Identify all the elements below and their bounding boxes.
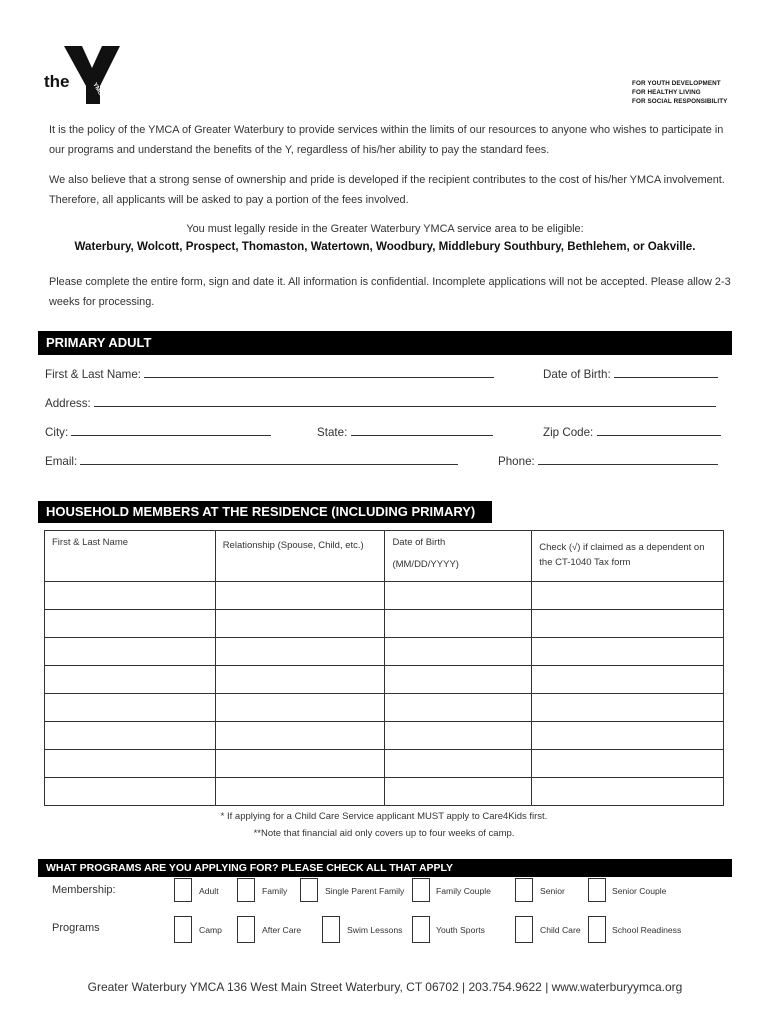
checkbox-child-care[interactable]	[515, 916, 533, 943]
cell-dob[interactable]	[385, 610, 532, 638]
option-family-couple: Family Couple	[436, 886, 491, 896]
checkbox-school-readiness[interactable]	[588, 916, 606, 943]
table-row[interactable]	[45, 582, 724, 610]
zip-label: Zip Code:	[543, 426, 594, 439]
table-row[interactable]	[45, 778, 724, 806]
address-label: Address:	[45, 397, 91, 410]
ymca-logo	[44, 42, 126, 106]
footer-contact: Greater Waterbury YMCA 136 West Main Street Waterbury, CT 06702 | 203.754.9622 | www.waterburyymca.org	[87, 980, 683, 994]
option-family: Family	[262, 886, 288, 896]
cell-relationship[interactable]	[215, 638, 385, 666]
membership-label: Membership:	[52, 884, 116, 896]
cell-relationship[interactable]	[215, 610, 385, 638]
option-camp: Camp	[199, 925, 222, 935]
option-youth-sports: Youth Sports	[436, 925, 485, 935]
phone-line[interactable]	[538, 454, 718, 465]
city-label: City:	[45, 426, 69, 439]
tagline-line: FOR YOUTH DEVELOPMENT	[632, 80, 721, 87]
zip-field[interactable]	[543, 425, 721, 439]
programs-label: Programs	[52, 922, 100, 934]
checkbox-single-parent-family[interactable]	[300, 878, 318, 902]
address-line[interactable]	[94, 396, 716, 407]
cell-dependent[interactable]	[532, 778, 724, 806]
name-field[interactable]	[45, 367, 494, 381]
cell-dependent[interactable]	[532, 610, 724, 638]
household-title: HOUSEHOLD MEMBERS AT THE RESIDENCE (INCLUDING PRIMARY)	[46, 504, 476, 519]
policy-paragraph: It is the policy of the YMCA of Greater Waterbury to provide services within the limits of our resources to anyone who wishes to participate in our programs and understand the benefits of the Y, regardless of his/her ability to pay the standard fees.	[49, 124, 724, 156]
cell-dependent[interactable]	[532, 638, 724, 666]
col-name-header: First & Last Name	[45, 531, 216, 582]
email-field[interactable]	[45, 454, 458, 468]
cell-name[interactable]	[45, 582, 216, 610]
cell-name[interactable]	[45, 750, 216, 778]
cell-name[interactable]	[45, 638, 216, 666]
cell-relationship[interactable]	[215, 694, 385, 722]
col-dob-header: Date of Birth (MM/DD/YYYY)	[385, 531, 532, 582]
zip-line[interactable]	[597, 425, 721, 436]
table-row[interactable]	[45, 638, 724, 666]
tagline-line: FOR HEALTHY LIVING	[632, 89, 701, 97]
household-header	[38, 501, 492, 523]
cell-name[interactable]	[45, 778, 216, 806]
checkbox-family[interactable]	[237, 878, 255, 902]
option-single-parent-family: Single Parent Family	[325, 886, 405, 896]
cell-dob[interactable]	[385, 582, 532, 610]
checkbox-youth-sports[interactable]	[412, 916, 430, 943]
dob-line[interactable]	[614, 367, 718, 378]
cell-dob[interactable]	[385, 750, 532, 778]
address-field[interactable]	[45, 396, 716, 410]
tagline	[632, 79, 727, 107]
table-row[interactable]	[45, 722, 724, 750]
option-senior-couple: Senior Couple	[612, 886, 667, 896]
primary-adult-header	[38, 331, 732, 355]
cell-dependent[interactable]	[532, 582, 724, 610]
option-swim-lessons: Swim Lessons	[347, 925, 403, 935]
svg-text:YMCA: YMCA	[91, 82, 106, 101]
phone-field[interactable]	[498, 454, 718, 468]
table-row[interactable]	[45, 694, 724, 722]
cell-relationship[interactable]	[215, 666, 385, 694]
checkbox-family-couple[interactable]	[412, 878, 430, 902]
cell-relationship[interactable]	[215, 582, 385, 610]
camp-note: **Note that financial aid only covers up to four weeks of camp.	[253, 828, 515, 839]
email-label: Email:	[45, 455, 78, 468]
checkbox-senior[interactable]	[515, 878, 533, 902]
city-line[interactable]	[71, 425, 271, 436]
residency-text: You must legally reside in the Greater Waterbury YMCA service area to be eligible:	[186, 223, 584, 235]
cell-relationship[interactable]	[215, 750, 385, 778]
option-child-care: Child Care	[540, 925, 581, 935]
programs-title: WHAT PROGRAMS ARE YOU APPLYING FOR? PLEASE CHECK ALL THAT APPLY	[46, 862, 454, 874]
dob-field[interactable]	[543, 367, 718, 381]
cell-dependent[interactable]	[532, 722, 724, 750]
state-field[interactable]	[317, 425, 493, 439]
household-table-header-row	[45, 531, 724, 582]
primary-adult-title: PRIMARY ADULT	[46, 335, 152, 350]
checkbox-camp[interactable]	[174, 916, 192, 943]
table-row[interactable]	[45, 666, 724, 694]
option-school-readiness: School Readiness	[612, 925, 682, 935]
checkbox-senior-couple[interactable]	[588, 878, 606, 902]
cell-relationship[interactable]	[215, 778, 385, 806]
table-notes	[44, 808, 724, 842]
logo-the-text: the	[44, 72, 70, 91]
ymca-y-logo-icon	[62, 42, 126, 106]
state-line[interactable]	[351, 425, 493, 436]
instructions-paragraph: Please complete the entire form, sign and date it. All information is confidential. Incomplete applications will not be accepted. Please allow 2-3 weeks for processing.	[49, 276, 731, 308]
option-senior: Senior	[540, 886, 565, 896]
state-label: State:	[317, 426, 348, 439]
col-relationship-header: Relationship (Spouse, Child, etc.)	[215, 531, 385, 582]
cell-dob[interactable]	[385, 722, 532, 750]
cell-name[interactable]	[45, 694, 216, 722]
table-row[interactable]	[45, 610, 724, 638]
household-table	[44, 530, 724, 806]
eligible-towns: Waterbury, Wolcott, Prospect, Thomaston, Watertown, Woodbury, Middlebury Southbury, Bethlehem, or Oakville.	[74, 240, 696, 253]
cell-dependent[interactable]	[532, 666, 724, 694]
email-line[interactable]	[80, 454, 458, 465]
cell-relationship[interactable]	[215, 722, 385, 750]
table-row[interactable]	[45, 750, 724, 778]
ownership-paragraph: We also believe that a strong sense of ownership and pride is developed if the recipient contributes to the cost of his/her YMCA involvement. Therefore, all applicants will be asked to pay a portion of the fees involved.	[49, 174, 725, 206]
cell-name[interactable]	[45, 722, 216, 750]
cell-name[interactable]	[45, 666, 216, 694]
programs-header	[38, 859, 732, 877]
childcare-note: * If applying for a Child Care Service applicant MUST apply to Care4Kids first.	[220, 811, 548, 822]
cell-dob[interactable]	[385, 778, 532, 806]
cell-name[interactable]	[45, 610, 216, 638]
phone-label: Phone:	[498, 455, 535, 468]
tagline-line: FOR SOCIAL RESPONSIBILITY	[632, 98, 728, 106]
option-after-care: After Care	[262, 925, 302, 935]
checkbox-after-care[interactable]	[237, 916, 255, 943]
name-label: First & Last Name:	[45, 368, 141, 381]
cell-dependent[interactable]	[532, 750, 724, 778]
name-line[interactable]	[144, 367, 494, 378]
option-adult: Adult	[199, 886, 219, 896]
checkbox-swim-lessons[interactable]	[322, 916, 340, 943]
cell-dob[interactable]	[385, 666, 532, 694]
cell-dob[interactable]	[385, 694, 532, 722]
cell-dob[interactable]	[385, 638, 532, 666]
cell-dependent[interactable]	[532, 694, 724, 722]
city-field[interactable]	[45, 425, 271, 439]
dob-label: Date of Birth:	[543, 368, 611, 381]
checkbox-adult[interactable]	[174, 878, 192, 902]
col-check-header: Check (√) if claimed as a dependent on the CT-1040 Tax form	[532, 531, 724, 582]
